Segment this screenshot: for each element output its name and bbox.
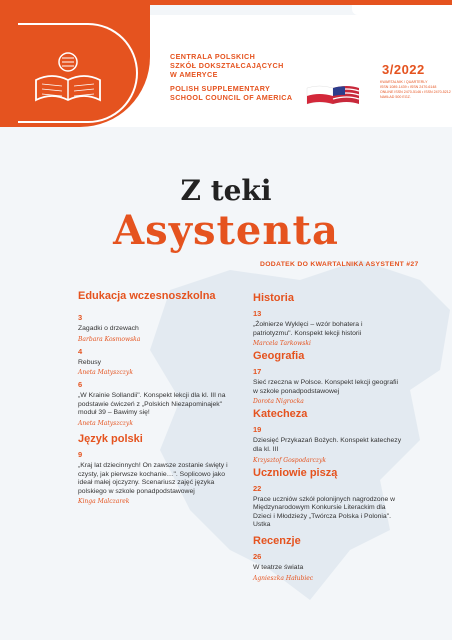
toc-right-column (253, 292, 403, 585)
article-title[interactable]: Rebusy (78, 358, 102, 366)
article-title[interactable]: Dziesięć Przykazań Bożych. Konspekt katechezy dla kl. III (253, 437, 402, 453)
organization-name (170, 52, 292, 102)
issn-line: NAKŁAD 500 EGZ. (380, 95, 411, 99)
org-line-en: POLISH SUPPLEMENTARY (170, 84, 271, 93)
section-heading: Język polski (78, 432, 143, 445)
page-number: 26 (253, 551, 262, 561)
title-line-1: Z teki (180, 174, 272, 207)
article-title[interactable]: Zagadki o drzewach (78, 325, 139, 332)
toc-left-column (78, 290, 228, 508)
issn-line: KWARTALNIK / QUARTERLY (380, 80, 428, 84)
poland-usa-flag-icon (305, 82, 361, 106)
org-line: CENTRALA POLSKICH (170, 52, 256, 61)
page-number: 6 (78, 380, 83, 390)
org-line-en: SCHOOL COUNCIL OF AMERICA (170, 93, 293, 102)
article-title[interactable]: „Żołnierze Wyklęci – wzór bohatera i patriotyzmu". Konspekt lekcji historii (253, 321, 363, 337)
title-line-2: Asystenta (113, 207, 339, 254)
article-title[interactable]: „W Krainie Sollandii". Konspekt lekcji dla kl. III na podstawie ćwiczeń z „Polskich Niezapominajek" moduł 39 – Bawimy się! (78, 392, 226, 417)
article-title[interactable]: W teatrze świata (253, 563, 304, 571)
page-number: 13 (253, 309, 262, 318)
section-heading: Geografia (253, 350, 305, 363)
article-author: Kinga Malczarek (78, 498, 130, 506)
article-author: Agnieszka Hałubiec (253, 574, 314, 582)
issn-info (380, 80, 451, 100)
org-line: SZKÓŁ DOKSZTAŁCAJĄCYCH (170, 61, 284, 70)
page-number: 9 (78, 449, 83, 459)
section-heading: Uczniowie piszą (253, 466, 338, 479)
page-number: 17 (253, 367, 262, 377)
article-author: Dorota Nigrocka (253, 398, 304, 406)
article-author: Aneta Matyszczyk (78, 369, 133, 377)
article-title[interactable]: Sieć rzeczna w Polsce. Konspekt lekcji geografii w szkole ponadpodstawowej (253, 379, 399, 395)
section-heading: Recenzje (253, 534, 301, 547)
subtitle: DODATEK DO KWARTALNIKA ASYSTENT #27 (260, 261, 419, 268)
article-author: Marcela Tarkowski (253, 340, 311, 348)
issn-line: ISSN 1089-1439 • ISSN 2470-6148 (380, 85, 437, 89)
article-author: Krzysztof Gospodarczyk (253, 456, 327, 464)
issue-number: 3/2022 (382, 62, 425, 77)
top-tab (352, 5, 452, 15)
page-number: 3 (78, 313, 83, 322)
page-number: 4 (78, 346, 83, 356)
page-number: 19 (253, 425, 262, 435)
issn-line: ONLINE ISSN 2470-5146 • ISSN 2470-5212 (380, 90, 451, 94)
article-title[interactable]: „Kraj lat dziecinnych! On zawsze zostanie święty i czysty, jak pierwsze kochanie…". Soplicowo jako ideał małej ojczyzny. Scenariusz zajęć języka polskiego w szkole ponadpodstawowej (78, 461, 228, 495)
book-emblem-icon (28, 40, 108, 110)
org-line: W AMERYCE (170, 70, 218, 79)
article-author: Aneta Matyszczyk (78, 419, 133, 427)
section-heading: Historia (253, 292, 294, 304)
page-number: 22 (253, 483, 262, 493)
section-heading: Katecheza (253, 408, 308, 421)
article-author: Barbara Kosmowska (78, 335, 141, 343)
article-title[interactable]: Prace uczniów szkół polonijnych nagrodzone w Międzynarodowym Konkursie Literackim dla Dzieci i Młodzieży „Twórcza Polska i Polonia". Ustka (253, 495, 396, 529)
section-heading: Edukacja wczesnoszkolna (78, 290, 216, 302)
